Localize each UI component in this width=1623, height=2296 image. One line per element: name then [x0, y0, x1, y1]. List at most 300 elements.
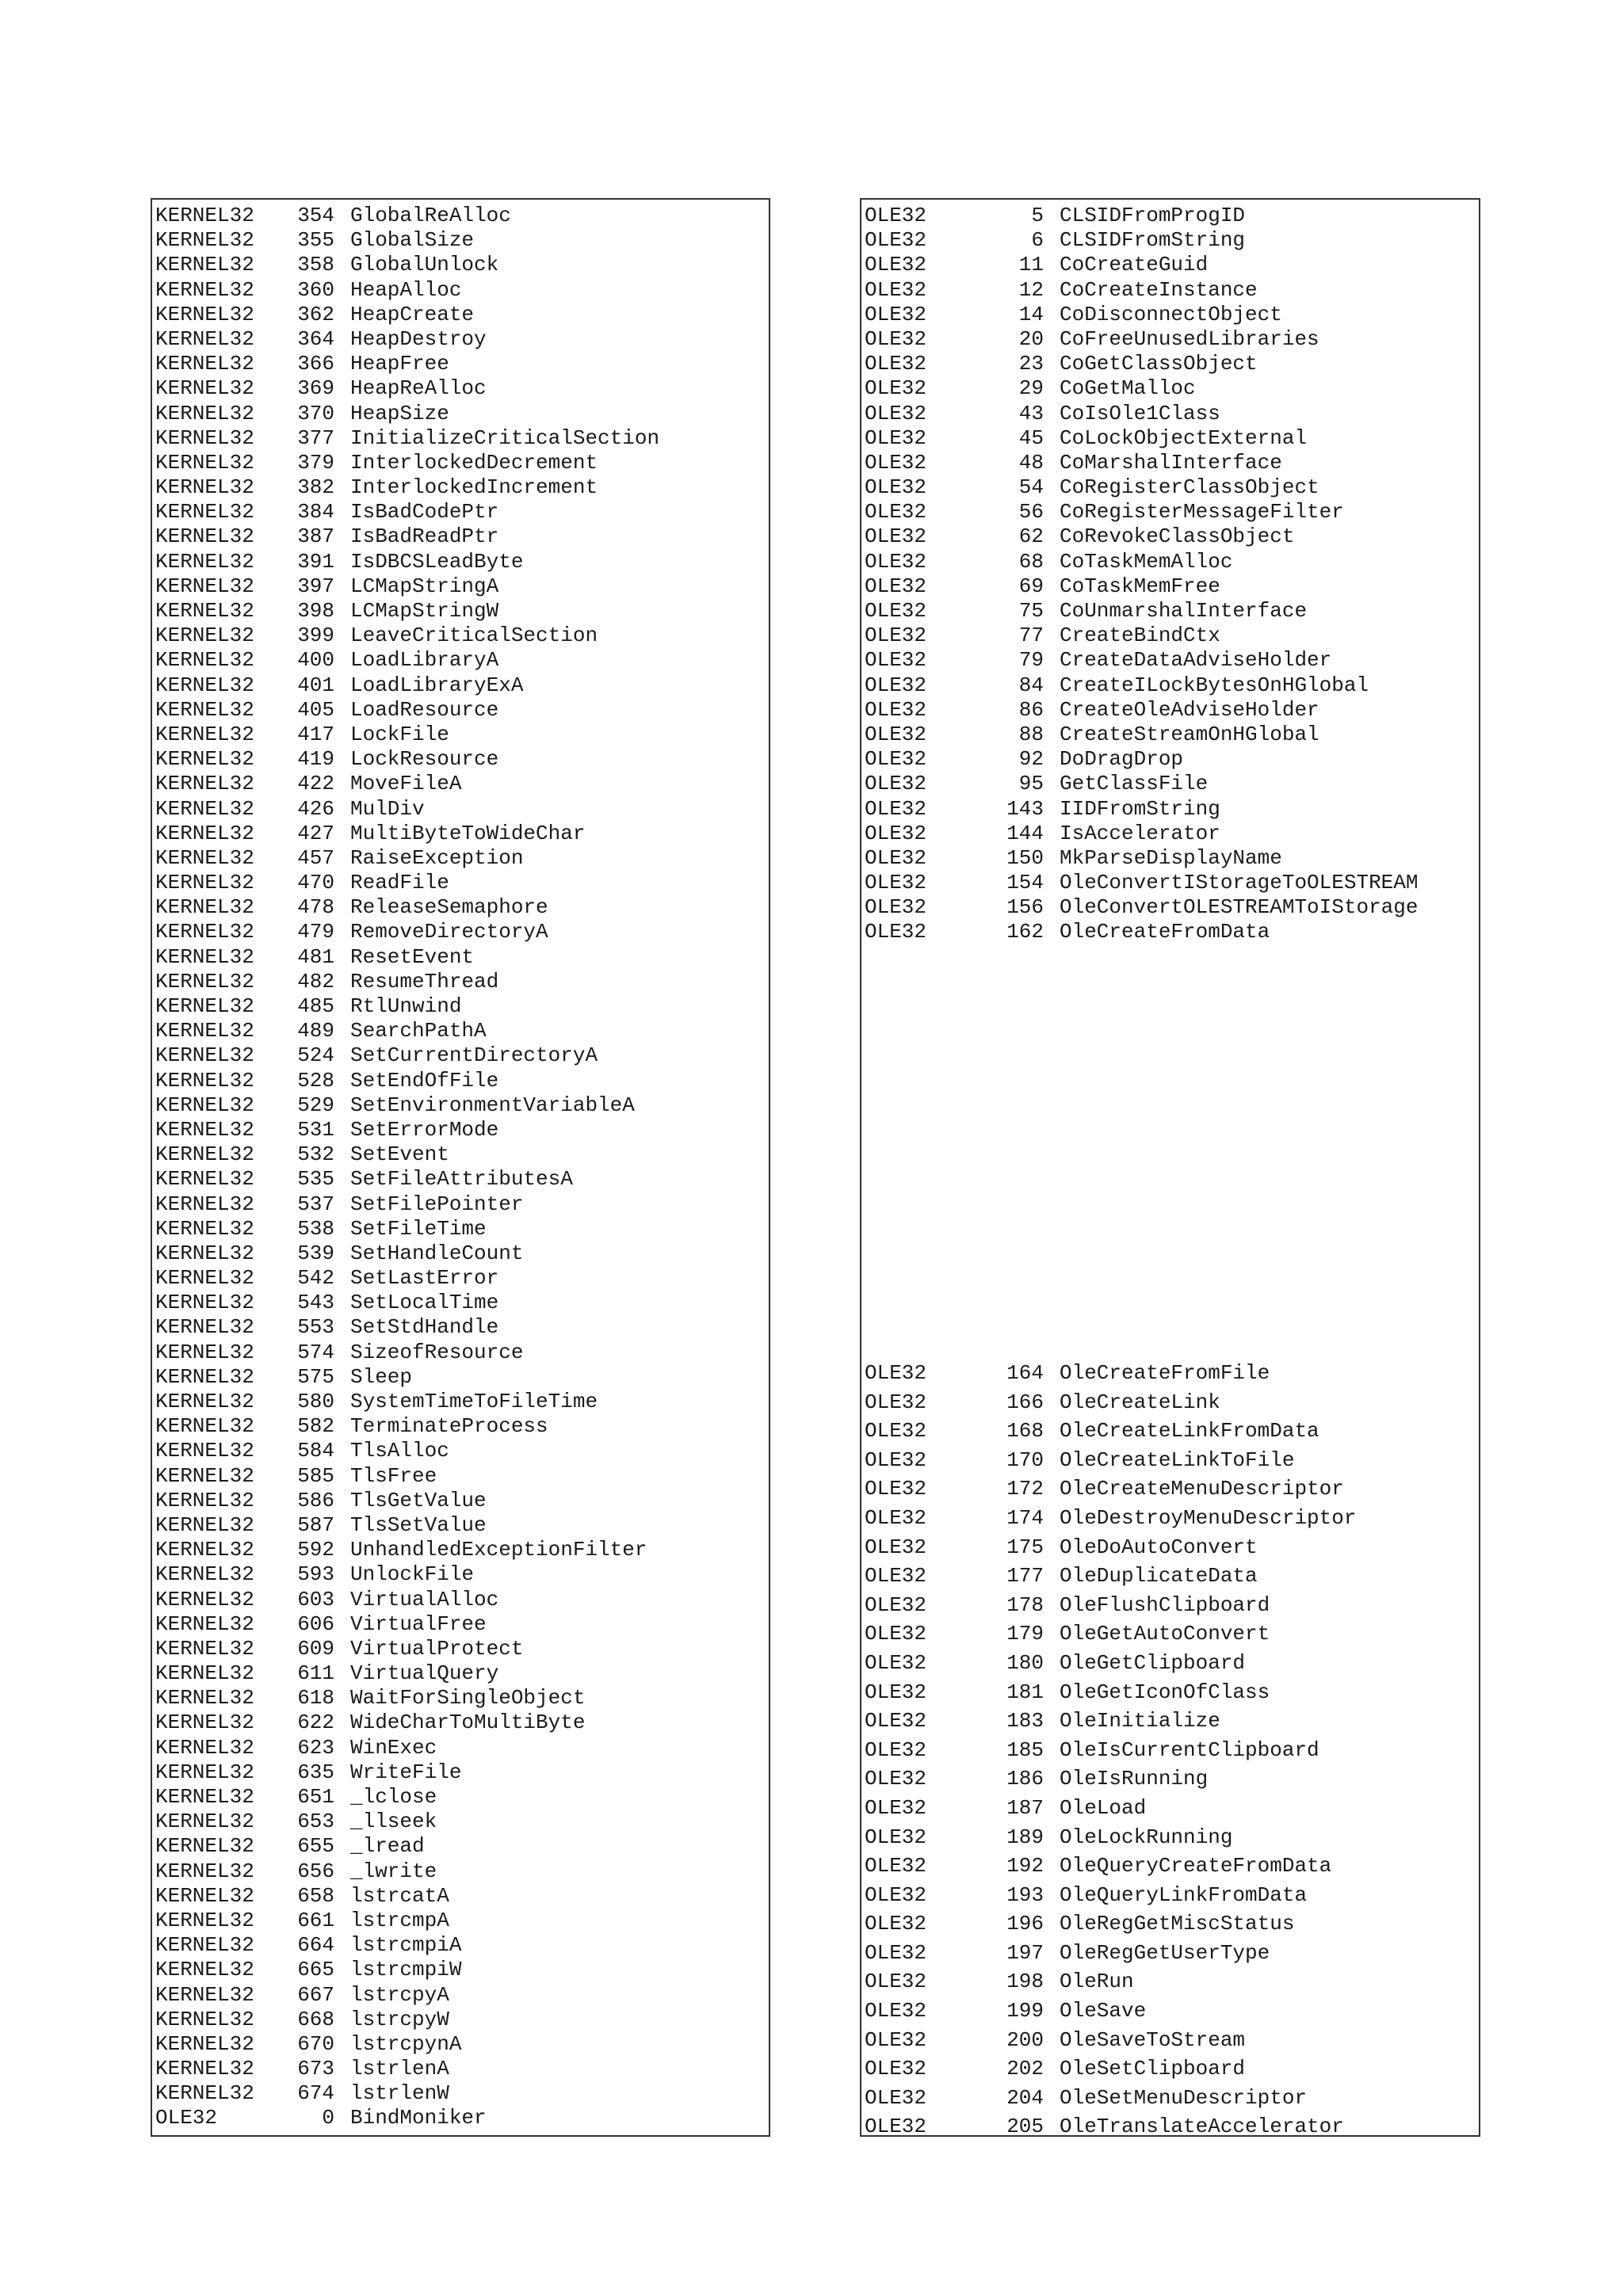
import-row: [152, 550, 769, 574]
function-name: LockFile: [350, 722, 449, 746]
function-name: IsBadCodePtr: [350, 500, 499, 524]
import-row: [152, 475, 769, 500]
import-row: [152, 1612, 769, 1637]
ordinal-number: 369: [297, 376, 334, 401]
module-name: KERNEL32: [155, 1414, 254, 1439]
function-name: UnlockFile: [350, 1562, 475, 1587]
module-name: KERNEL32: [155, 1538, 254, 1562]
function-name: OleSetClipboard: [1060, 2057, 1246, 2081]
function-name: IsDBCSLeadByte: [350, 549, 524, 574]
function-name: CoUnmarshalInterface: [1060, 599, 1308, 623]
import-row: [861, 846, 1479, 871]
module-name: KERNEL32: [155, 500, 254, 524]
module-name: KERNEL32: [155, 1859, 254, 1883]
import-row: [152, 524, 769, 549]
ordinal-number: 635: [297, 1760, 334, 1784]
ordinal-number: 12: [1018, 277, 1044, 302]
function-name: SetLocalTime: [350, 1291, 499, 1315]
ordinal-number: 592: [297, 1538, 334, 1562]
function-name: OleFlushClipboard: [1060, 1592, 1270, 1617]
function-name: LCMapStringA: [350, 574, 499, 598]
module-name: OLE32: [865, 524, 927, 549]
ordinal-number: 584: [297, 1439, 334, 1463]
function-name: OleSave: [1060, 1999, 1147, 2023]
module-name: KERNEL32: [155, 450, 254, 475]
ordinal-number: 664: [297, 1933, 334, 1958]
ordinal-number: 478: [297, 895, 334, 920]
ordinal-number: 164: [1006, 1361, 1044, 1385]
function-name: OleSaveToStream: [1060, 2027, 1246, 2052]
module-name: KERNEL32: [155, 1291, 254, 1315]
ordinal-number: 192: [1006, 1854, 1044, 1878]
module-name: KERNEL32: [155, 277, 254, 302]
function-name: IsAccelerator: [1060, 821, 1220, 845]
function-name: TlsAlloc: [350, 1439, 449, 1463]
module-name: OLE32: [155, 2106, 218, 2130]
import-row: [152, 698, 769, 723]
module-name: OLE32: [865, 821, 927, 845]
function-name: lstrcpyA: [350, 1982, 449, 2007]
import-row: [152, 1711, 769, 1735]
module-name: KERNEL32: [155, 326, 254, 351]
ordinal-number: 355: [297, 228, 334, 253]
ordinal-number: 143: [1006, 796, 1044, 821]
import-row: [861, 2084, 1479, 2113]
right-import-rows-top: [861, 204, 1479, 945]
ordinal-number: 6: [1031, 228, 1044, 253]
module-name: OLE32: [865, 228, 927, 253]
import-row: [861, 1967, 1479, 1997]
module-name: KERNEL32: [155, 524, 254, 549]
ordinal-number: 538: [297, 1216, 334, 1241]
function-name: CoIsOle1Class: [1060, 401, 1220, 425]
function-name: LoadResource: [350, 697, 499, 722]
function-name: SystemTimeToFileTime: [350, 1390, 598, 1413]
function-name: OleTranslateAccelerator: [1060, 2115, 1344, 2139]
ordinal-number: 539: [297, 1241, 334, 1265]
import-row: [152, 1736, 769, 1760]
module-name: KERNEL32: [155, 2007, 254, 2031]
import-row: [861, 624, 1479, 648]
module-name: KERNEL32: [155, 994, 254, 1018]
import-row: [152, 1217, 769, 1241]
module-name: OLE32: [865, 1767, 927, 1791]
function-name: lstrlenW: [350, 2081, 449, 2106]
import-row: [152, 1884, 769, 1909]
module-name: KERNEL32: [155, 1883, 254, 1908]
module-name: OLE32: [865, 624, 927, 648]
ordinal-number: 401: [297, 673, 334, 697]
function-name: CoGetMalloc: [1060, 376, 1196, 401]
module-name: OLE32: [865, 747, 927, 772]
ordinal-number: 189: [1006, 1825, 1044, 1849]
import-row: [152, 1439, 769, 1463]
import-row: [152, 426, 769, 451]
import-row: [152, 451, 769, 475]
ordinal-number: 574: [297, 1340, 334, 1364]
module-name: KERNEL32: [155, 1364, 254, 1389]
ordinal-number: 354: [297, 204, 334, 227]
import-row: [152, 352, 769, 376]
ordinal-number: 166: [1006, 1390, 1044, 1414]
import-row: [861, 1619, 1479, 1649]
ordinal-number: 77: [1018, 624, 1044, 648]
function-name: RemoveDirectoryA: [350, 920, 548, 944]
module-name: OLE32: [865, 1622, 927, 1646]
module-name: KERNEL32: [155, 1958, 254, 1982]
ordinal-number: 202: [1006, 2057, 1044, 2081]
import-row: [861, 574, 1479, 599]
module-name: KERNEL32: [155, 376, 254, 401]
ordinal-number: 531: [297, 1117, 334, 1142]
ordinal-number: 29: [1018, 376, 1044, 401]
module-name: KERNEL32: [155, 1686, 254, 1711]
function-name: SetEnvironmentVariableA: [350, 1093, 635, 1117]
module-name: KERNEL32: [155, 1760, 254, 1784]
ordinal-number: 0: [322, 2106, 334, 2130]
import-row: [152, 1909, 769, 1933]
function-name: CoDisconnectObject: [1060, 302, 1282, 326]
function-name: RaiseException: [350, 845, 524, 870]
function-name: LoadLibraryA: [350, 648, 499, 673]
module-name: OLE32: [865, 401, 927, 425]
ordinal-number: 95: [1018, 772, 1044, 796]
module-name: KERNEL32: [155, 772, 254, 796]
function-name: IIDFromString: [1060, 796, 1220, 821]
ordinal-number: 609: [297, 1636, 334, 1661]
import-row: [861, 524, 1479, 549]
module-name: KERNEL32: [155, 1192, 254, 1216]
import-row: [861, 327, 1479, 352]
import-row: [152, 327, 769, 352]
function-name: OleLockRunning: [1060, 1825, 1233, 1849]
import-row: [861, 1707, 1479, 1736]
function-name: OleSetMenuDescriptor: [1060, 2085, 1308, 2110]
module-name: KERNEL32: [155, 574, 254, 598]
import-row: [861, 1764, 1479, 1794]
function-name: BindMoniker: [350, 2106, 487, 2130]
function-name: UnhandledExceptionFilter: [350, 1538, 647, 1562]
ordinal-number: 48: [1018, 450, 1044, 475]
ordinal-number: 384: [297, 500, 334, 524]
ordinal-number: 62: [1018, 524, 1044, 549]
function-name: SetFilePointer: [350, 1192, 524, 1216]
function-name: MultiByteToWideChar: [350, 821, 586, 845]
ordinal-number: 399: [297, 624, 334, 648]
import-row: [152, 1241, 769, 1266]
ordinal-number: 156: [1006, 895, 1044, 920]
ordinal-number: 524: [297, 1043, 334, 1068]
function-name: CreateBindCtx: [1060, 624, 1220, 648]
module-name: KERNEL32: [155, 1562, 254, 1587]
module-name: KERNEL32: [155, 969, 254, 994]
function-name: TlsSetValue: [350, 1512, 487, 1537]
function-name: ReleaseSemaphore: [350, 895, 548, 920]
module-name: OLE32: [865, 1505, 927, 1530]
module-name: OLE32: [865, 1361, 927, 1385]
ordinal-number: 593: [297, 1562, 334, 1587]
module-name: KERNEL32: [155, 624, 254, 648]
function-name: OleCreateMenuDescriptor: [1060, 1477, 1344, 1501]
import-row: [861, 1939, 1479, 1968]
import-row: [861, 1736, 1479, 1765]
function-name: _lread: [350, 1834, 425, 1859]
module-name: KERNEL32: [155, 2057, 254, 2081]
ordinal-number: 575: [297, 1364, 334, 1389]
import-row: [152, 1192, 769, 1217]
function-name: SetHandleCount: [350, 1241, 524, 1265]
module-name: KERNEL32: [155, 1512, 254, 1537]
module-name: OLE32: [865, 1390, 927, 1414]
function-name: OleQueryCreateFromData: [1060, 1854, 1332, 1878]
import-row: [861, 1794, 1479, 1823]
module-name: KERNEL32: [155, 648, 254, 673]
function-name: GlobalReAlloc: [350, 204, 511, 227]
ordinal-number: 144: [1006, 821, 1044, 845]
ordinal-number: 5: [1031, 204, 1044, 227]
function-name: SetStdHandle: [350, 1315, 499, 1340]
module-name: OLE32: [865, 574, 927, 598]
function-name: HeapFree: [350, 352, 449, 376]
function-name: OleConvertOLESTREAMToIStorage: [1060, 895, 1419, 920]
import-row: [152, 772, 769, 796]
module-name: KERNEL32: [155, 475, 254, 500]
ordinal-number: 422: [297, 772, 334, 796]
function-name: IsBadReadPtr: [350, 524, 499, 549]
import-row: [861, 772, 1479, 796]
import-row: [152, 500, 769, 524]
function-name: CreateDataAdviseHolder: [1060, 648, 1332, 673]
module-name: KERNEL32: [155, 425, 254, 450]
import-row: [152, 1810, 769, 1834]
ordinal-number: 84: [1018, 673, 1044, 697]
function-name: lstrcmpiW: [350, 1958, 462, 1982]
import-row: [861, 2026, 1479, 2055]
right-import-rows-bottom: [861, 1359, 1479, 2142]
function-name: CoRegisterClassObject: [1060, 475, 1319, 500]
import-row: [861, 402, 1479, 426]
function-name: OleGetClipboard: [1060, 1650, 1246, 1675]
import-row: [152, 204, 769, 228]
module-name: KERNEL32: [155, 796, 254, 821]
ordinal-number: 670: [297, 2031, 334, 2056]
ordinal-number: 205: [1006, 2115, 1044, 2139]
function-name: VirtualAlloc: [350, 1587, 499, 1611]
import-row: [861, 352, 1479, 376]
import-row: [152, 1019, 769, 1043]
module-name: KERNEL32: [155, 1241, 254, 1265]
function-name: lstrcmpiA: [350, 1933, 462, 1958]
import-row: [152, 648, 769, 673]
function-name: VirtualFree: [350, 1611, 487, 1636]
ordinal-number: 582: [297, 1414, 334, 1439]
ordinal-number: 54: [1018, 475, 1044, 500]
ordinal-number: 482: [297, 969, 334, 994]
import-row: [152, 1414, 769, 1439]
import-row: [152, 895, 769, 920]
module-name: KERNEL32: [155, 2081, 254, 2106]
function-name: VirtualQuery: [350, 1661, 499, 1686]
function-name: MkParseDisplayName: [1060, 845, 1282, 870]
import-row: [152, 2057, 769, 2081]
import-row: [152, 624, 769, 648]
function-name: lstrlenA: [350, 2057, 449, 2081]
import-row: [861, 1504, 1479, 1533]
function-name: OleDuplicateData: [1060, 1564, 1258, 1589]
ordinal-number: 200: [1006, 2027, 1044, 2052]
module-name: OLE32: [865, 500, 927, 524]
function-name: GetClassFile: [1060, 772, 1209, 796]
module-name: OLE32: [865, 277, 927, 302]
left-import-table: [151, 198, 770, 2137]
function-name: OleIsRunning: [1060, 1767, 1209, 1791]
ordinal-number: 180: [1006, 1650, 1044, 1675]
ordinal-number: 529: [297, 1093, 334, 1117]
import-row: [152, 1043, 769, 1068]
ordinal-number: 162: [1006, 920, 1044, 944]
import-row: [152, 2081, 769, 2106]
import-row: [152, 2032, 769, 2057]
import-row: [861, 500, 1479, 524]
module-name: OLE32: [865, 352, 927, 376]
function-name: OleRegGetUserType: [1060, 1940, 1270, 1965]
ordinal-number: 92: [1018, 747, 1044, 772]
ordinal-number: 358: [297, 253, 334, 277]
ordinal-number: 197: [1006, 1940, 1044, 1965]
module-name: OLE32: [865, 1970, 927, 1994]
import-row: [152, 303, 769, 327]
module-name: OLE32: [865, 648, 927, 673]
module-name: OLE32: [865, 549, 927, 574]
function-name: LoadLibraryExA: [350, 673, 524, 697]
module-name: KERNEL32: [155, 697, 254, 722]
ordinal-number: 658: [297, 1883, 334, 1908]
ordinal-number: 391: [297, 549, 334, 574]
module-name: OLE32: [865, 326, 927, 351]
module-name: KERNEL32: [155, 1933, 254, 1958]
module-name: KERNEL32: [155, 228, 254, 253]
ordinal-number: 181: [1006, 1680, 1044, 1704]
import-row: [152, 1933, 769, 1958]
import-row: [861, 673, 1479, 698]
function-name: HeapAlloc: [350, 277, 462, 302]
ordinal-number: 611: [297, 1661, 334, 1686]
function-name: CoRegisterMessageFilter: [1060, 500, 1344, 524]
module-name: OLE32: [865, 1650, 927, 1675]
ordinal-number: 199: [1006, 1999, 1044, 2023]
ordinal-number: 537: [297, 1192, 334, 1216]
module-name: KERNEL32: [155, 920, 254, 944]
module-name: OLE32: [865, 425, 927, 450]
ordinal-number: 661: [297, 1908, 334, 1932]
module-name: KERNEL32: [155, 1735, 254, 1760]
ordinal-number: 419: [297, 747, 334, 772]
ordinal-number: 542: [297, 1266, 334, 1291]
ordinal-number: 187: [1006, 1795, 1044, 1820]
import-row: [152, 994, 769, 1019]
ordinal-number: 175: [1006, 1535, 1044, 1559]
function-name: CoRevokeClassObject: [1060, 524, 1295, 549]
import-row: [152, 1390, 769, 1414]
module-name: OLE32: [865, 450, 927, 475]
import-row: [861, 253, 1479, 277]
module-name: KERNEL32: [155, 1785, 254, 1809]
import-row: [861, 723, 1479, 747]
import-row: [152, 402, 769, 426]
ordinal-number: 481: [297, 944, 334, 969]
import-row: [152, 945, 769, 970]
module-name: KERNEL32: [155, 1661, 254, 1686]
module-name: OLE32: [865, 845, 927, 870]
ordinal-number: 177: [1006, 1564, 1044, 1589]
import-row: [861, 2112, 1479, 2142]
function-name: TerminateProcess: [350, 1414, 548, 1439]
module-name: KERNEL32: [155, 401, 254, 425]
ordinal-number: 362: [297, 302, 334, 326]
import-row: [152, 1686, 769, 1711]
module-name: OLE32: [865, 2057, 927, 2081]
function-name: LeaveCriticalSection: [350, 624, 598, 648]
function-name: OleLoad: [1060, 1795, 1147, 1820]
ordinal-number: 185: [1006, 1737, 1044, 1762]
import-row: [152, 970, 769, 994]
import-row: [861, 228, 1479, 253]
import-row: [861, 475, 1479, 500]
function-name: CreateILockBytesOnHGlobal: [1060, 673, 1369, 697]
ordinal-number: 174: [1006, 1505, 1044, 1530]
ordinal-number: 150: [1006, 845, 1044, 870]
function-name: OleIsCurrentClipboard: [1060, 1737, 1319, 1762]
import-row: [861, 1678, 1479, 1707]
function-name: CoTaskMemFree: [1060, 574, 1220, 598]
ordinal-number: 43: [1018, 401, 1044, 425]
ordinal-number: 485: [297, 994, 334, 1018]
ordinal-number: 397: [297, 574, 334, 598]
import-row: [152, 1513, 769, 1538]
module-name: OLE32: [865, 1882, 927, 1907]
module-name: OLE32: [865, 1709, 927, 1733]
import-row: [861, 1997, 1479, 2026]
function-name: SetEvent: [350, 1142, 449, 1167]
import-row: [152, 1069, 769, 1093]
ordinal-number: 179: [1006, 1622, 1044, 1646]
import-row: [152, 1785, 769, 1810]
module-name: KERNEL32: [155, 895, 254, 920]
import-row: [861, 550, 1479, 574]
function-name: OleCreateLink: [1060, 1390, 1220, 1414]
import-row: [152, 574, 769, 599]
module-name: KERNEL32: [155, 1117, 254, 1142]
function-name: CoCreateGuid: [1060, 253, 1209, 277]
function-name: HeapCreate: [350, 302, 475, 326]
ordinal-number: 14: [1018, 302, 1044, 326]
import-row: [861, 1562, 1479, 1591]
function-name: GlobalSize: [350, 228, 475, 253]
function-name: OleInitialize: [1060, 1709, 1220, 1733]
right-import-table: [860, 198, 1480, 2137]
import-row: [861, 920, 1479, 944]
import-row: [152, 1489, 769, 1513]
import-row: [861, 599, 1479, 624]
ordinal-number: 651: [297, 1785, 334, 1809]
function-name: OleDoAutoConvert: [1060, 1535, 1258, 1559]
import-row: [152, 1859, 769, 1884]
module-name: OLE32: [865, 253, 927, 277]
ordinal-number: 360: [297, 277, 334, 302]
function-name: CoFreeUnusedLibraries: [1060, 326, 1319, 351]
import-row: [861, 278, 1479, 303]
import-row: [152, 723, 769, 747]
